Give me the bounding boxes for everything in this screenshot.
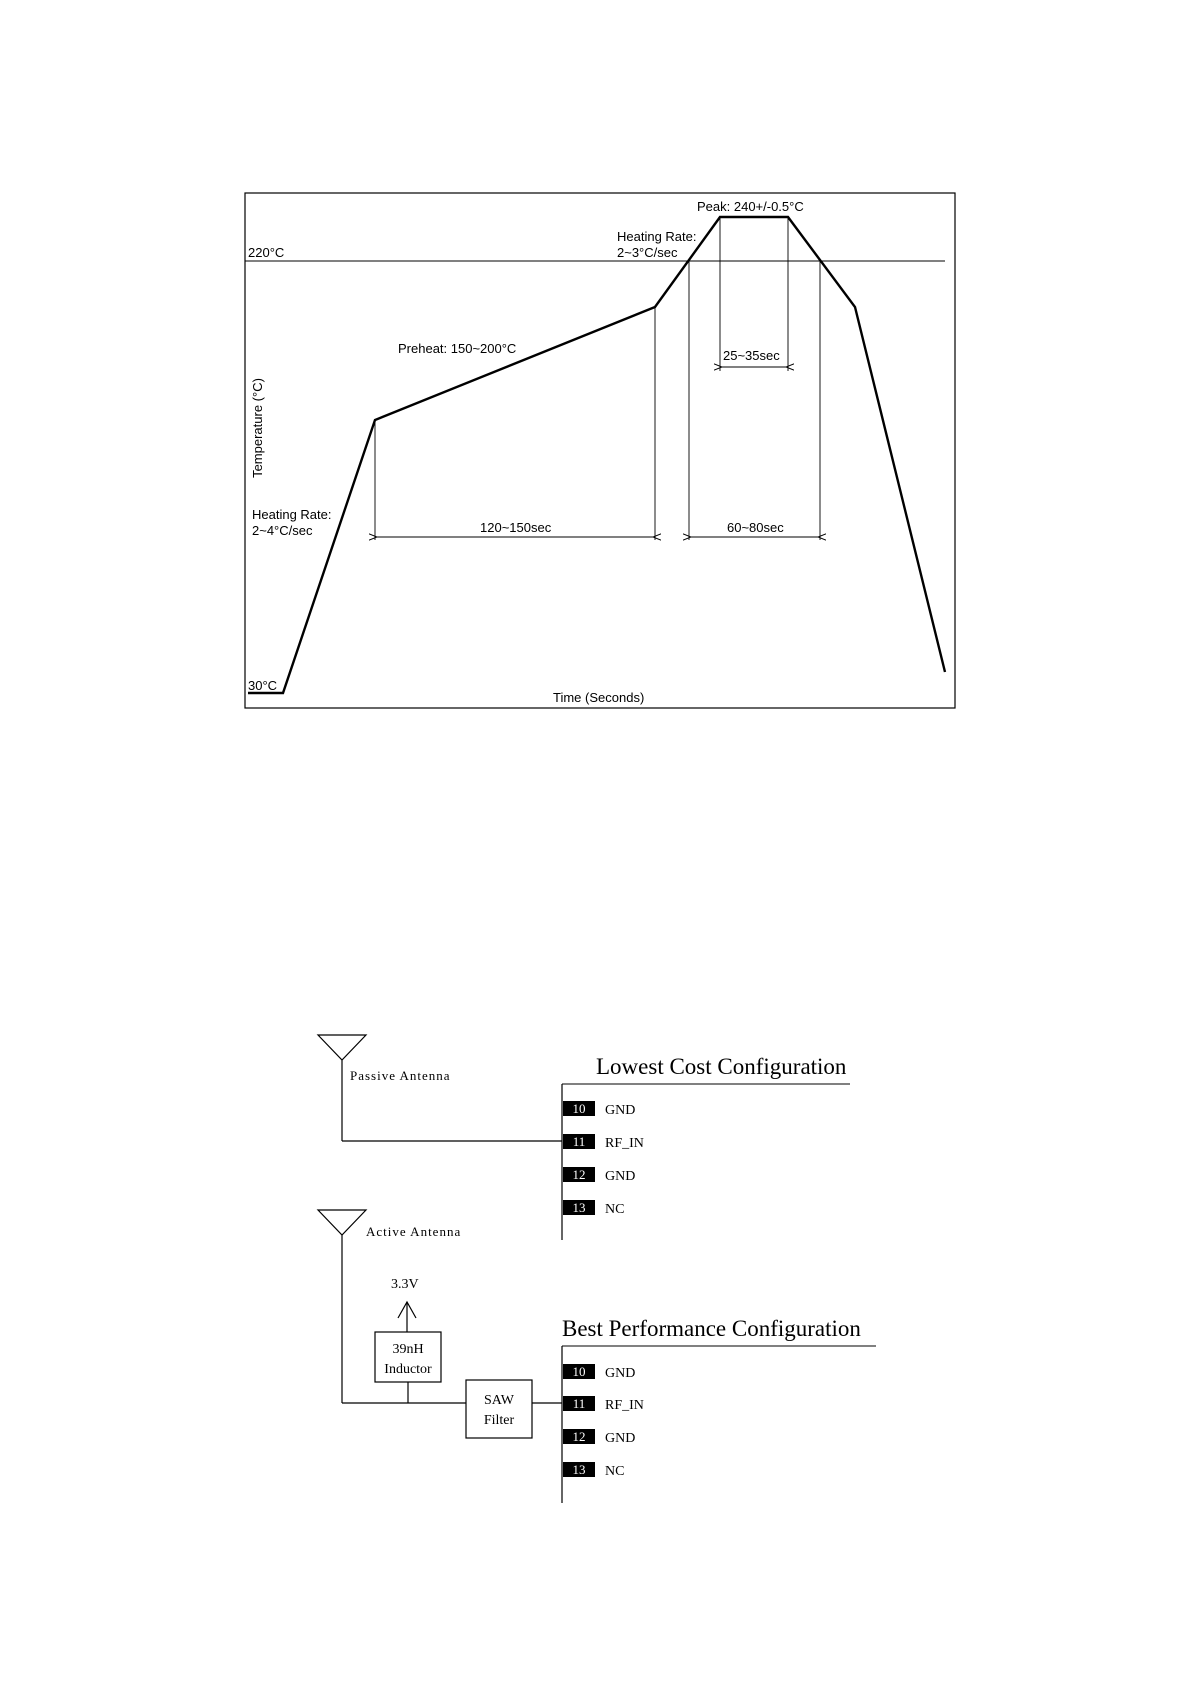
pin-number: 12 xyxy=(572,1167,586,1182)
pin-row xyxy=(563,1134,644,1151)
pin-row xyxy=(563,1462,624,1479)
pin-name: RF_IN xyxy=(605,1398,644,1413)
pin-number: 11 xyxy=(572,1396,586,1411)
inductor-label: Inductor xyxy=(384,1362,432,1377)
temperature-profile-curve xyxy=(248,217,945,693)
reflow-profile-chart xyxy=(245,193,955,708)
heating-rate-2-line1: Heating Rate: xyxy=(617,229,697,244)
pin-number: 13 xyxy=(572,1462,586,1477)
y-axis-label: Temperature (°C) xyxy=(250,378,265,478)
pin-number: 13 xyxy=(572,1200,586,1215)
pin-name: GND xyxy=(605,1366,636,1381)
saw-label: SAW xyxy=(484,1393,514,1408)
pin-name: NC xyxy=(605,1202,625,1217)
peak-label: Peak: 240+/-0.5°C xyxy=(697,199,804,214)
active-antenna-icon xyxy=(318,1210,366,1403)
pin-row xyxy=(563,1200,624,1217)
antenna-configuration-diagram xyxy=(318,1035,876,1503)
pin-row xyxy=(563,1364,635,1381)
inductor-value: 39nH xyxy=(392,1342,424,1357)
pin-number: 10 xyxy=(572,1364,586,1379)
above-220-duration-label: 60~80sec xyxy=(727,520,784,535)
pin-row xyxy=(563,1429,635,1446)
pin-name: GND xyxy=(605,1169,636,1184)
peak-duration-label: 25~35sec xyxy=(723,348,780,363)
supply-voltage-label: 3.3V xyxy=(391,1277,419,1292)
lowest-cost-pin-list xyxy=(563,1101,644,1217)
pin-number: 10 xyxy=(572,1101,586,1116)
saw-filter-box xyxy=(466,1380,532,1438)
pin-row xyxy=(563,1101,635,1118)
pin-row xyxy=(563,1396,644,1413)
preheat-label: Preheat: 150~200°C xyxy=(398,341,517,356)
pin-name: GND xyxy=(605,1431,636,1446)
passive-antenna-label: Passive Antenna xyxy=(350,1068,451,1083)
best-performance-title: Best Performance Configuration xyxy=(562,1316,861,1341)
best-performance-pin-list xyxy=(563,1364,644,1479)
pin-number: 11 xyxy=(572,1134,586,1149)
x-axis-label: Time (Seconds) xyxy=(553,690,645,705)
pin-row xyxy=(563,1167,635,1184)
label-220c: 220°C xyxy=(248,245,285,260)
pin-number: 12 xyxy=(572,1429,586,1444)
chart-frame xyxy=(245,193,955,708)
pin-name: NC xyxy=(605,1464,625,1479)
heating-rate-2-line2: 2~3°C/sec xyxy=(617,245,678,260)
active-antenna-label: Active Antenna xyxy=(366,1224,462,1239)
heating-rate-1-line2: 2~4°C/sec xyxy=(252,523,313,538)
filter-label: Filter xyxy=(483,1413,515,1428)
label-30c: 30°C xyxy=(248,678,278,693)
lowest-cost-title: Lowest Cost Configuration xyxy=(596,1054,847,1079)
pin-name: RF_IN xyxy=(605,1136,644,1151)
passive-antenna-icon xyxy=(318,1035,366,1141)
pin-name: GND xyxy=(605,1103,636,1118)
preheat-duration-label: 120~150sec xyxy=(480,520,552,535)
heating-rate-1-line1: Heating Rate: xyxy=(252,507,332,522)
supply-arrow-icon xyxy=(398,1302,416,1332)
